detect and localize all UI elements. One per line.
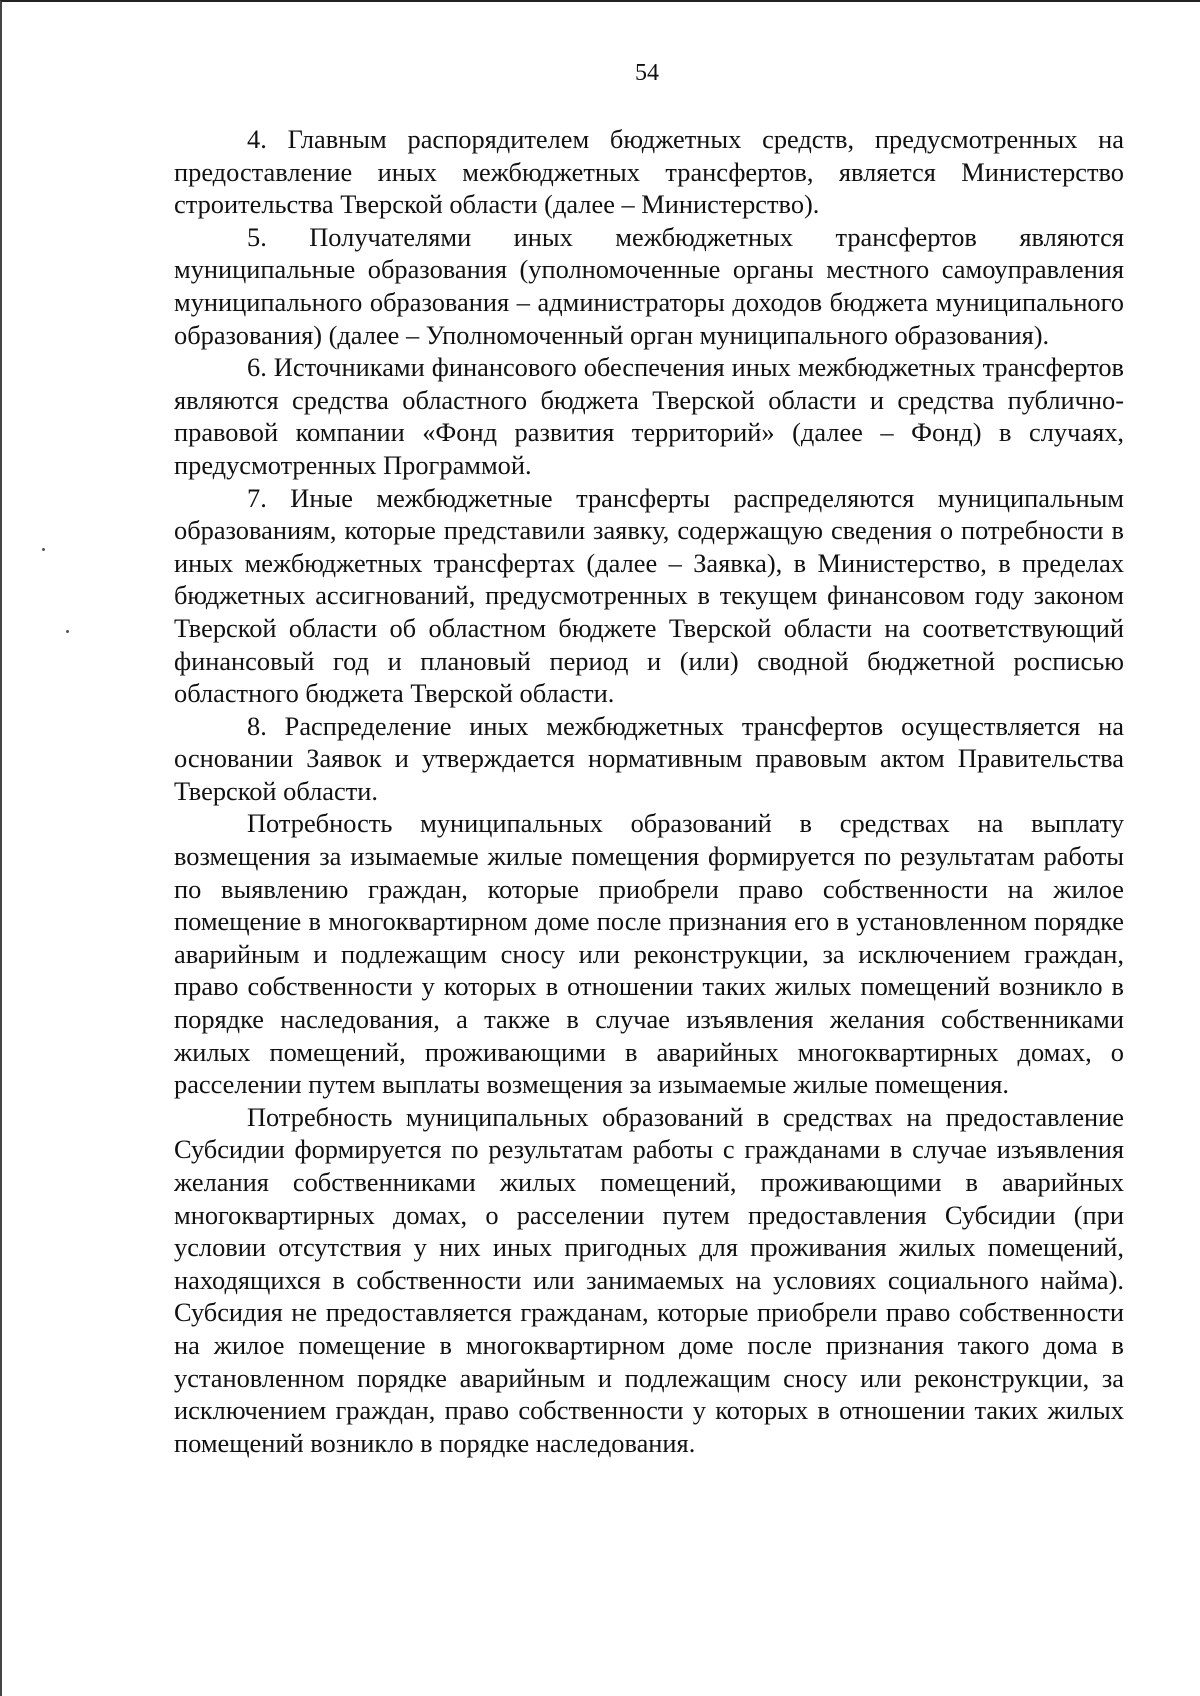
page-number: 54 <box>635 60 659 86</box>
scan-speck <box>66 630 69 633</box>
paragraph-item-8: 8. Распределение иных межбюджетных трансфертов осуществляется на основании Заявок и утверждается нормативным правовым актом Правительства Тверской области. <box>174 710 1124 806</box>
paragraph-item-5: 5. Получателями иных межбюджетных трансфертов являются муниципальные образования (уполномоченные органы местного самоуправления муниципального образования – администраторы доходов бюджета муниципального образования) (далее – Уполномоченный орган муниципального образования). <box>174 221 1124 350</box>
paragraph-item-7: 7. Иные межбюджетные трансферты распределяются муниципальным образованиям, которые представили заявку, содержащую сведения о потребности в иных межбюджетных трансфертах (далее – Заявка), в Министерство, в пределах бюджетных ассигнований, предусмотренных в текущем финансовом году законом Тверской области об областном бюджете Тверской области на соответствующий финансовый год и плановый период и (или) сводной бюджетной росписью областного бюджета Тверской области. <box>174 482 1124 709</box>
scan-speck <box>42 548 45 551</box>
paragraph-demand-compensation: Потребность муниципальных образований в средствах на выплату возмещения за изымаемые жилые помещения формируется по результатам работы по выявлению граждан, которые приобрели право собственности на жилое помещение в многоквартирном доме после признания его в установленном порядке аварийным и подлежащим сносу или реконструкции, за исключением граждан, право собственности у которых в отношении таких жилых помещений возникло в порядке наследования, а также в случае изъявления желания собственниками жилых помещений, проживающими в аварийных многоквартирных домах, о расселении путем выплаты возмещения за изымаемые жилые помещения. <box>174 808 1124 1100</box>
paragraph-item-4: 4. Главным распорядителем бюджетных средств, предусмотренных на предоставление иных межбюджетных трансфертов, является Министерство строительства Тверской области (далее – Министерство). <box>174 124 1124 220</box>
paragraph-demand-subsidy: Потребность муниципальных образований в средствах на предоставление Субсидии формируется по результатам работы с гражданами в случае изъявления желания собственниками жилых помещений, проживающими в аварийных многоквартирных домах, о расселении путем предоставления Субсидии (при условии отсутствия у них иных пригодных для проживания жилых помещений, находящихся в собственности или занимаемых на условиях социального найма). Субсидия не предоставляется гражданам, которые приобрели право собственности на жилое помещение в многоквартирном доме после признания такого дома в установленном порядке аварийным и подлежащим сносу или реконструкции, за исключением граждан, право собственности у которых в отношении таких жилых помещений возникло в порядке наследования. <box>174 1101 1124 1458</box>
paragraph-item-6: 6. Источниками финансового обеспечения иных межбюджетных трансфертов являются средства областного бюджета Тверской области и средства публично-правовой компании «Фонд развития территорий» (далее – Фонд) в случаях, предусмотренных Программой. <box>174 352 1124 480</box>
document-body <box>174 123 1124 1459</box>
